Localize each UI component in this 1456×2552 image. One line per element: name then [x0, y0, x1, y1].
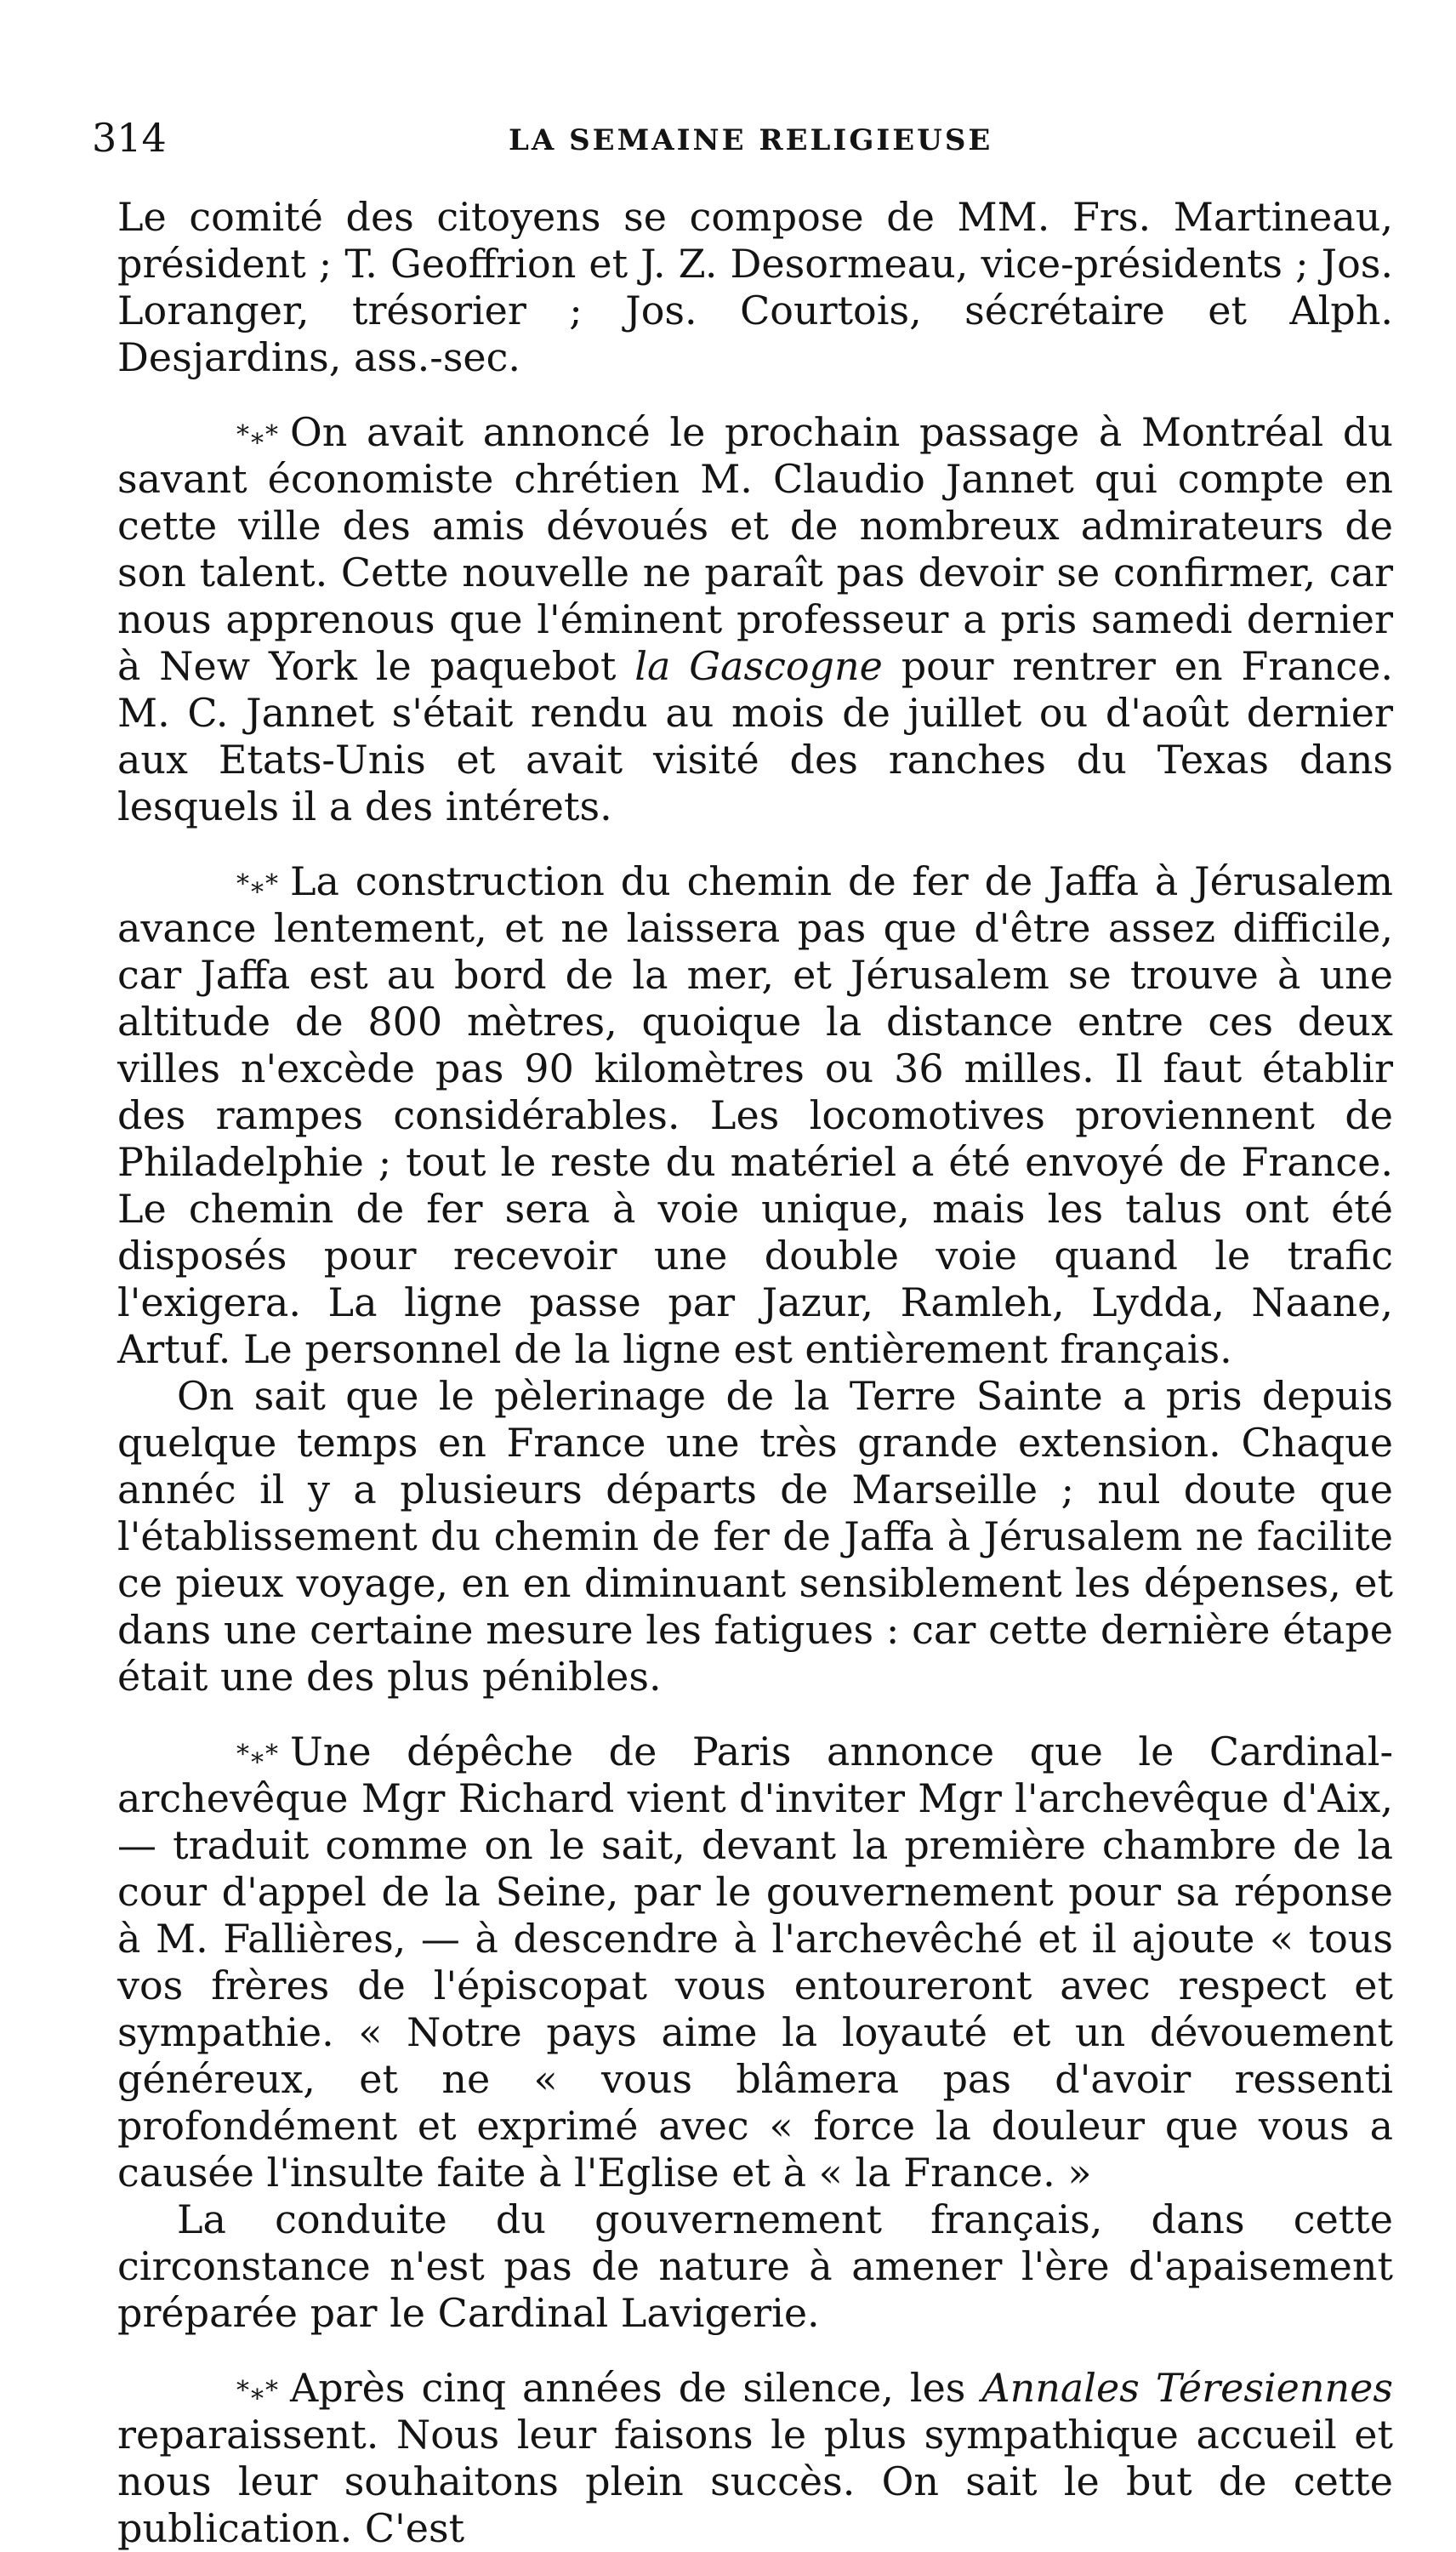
- asterism-icon: *⁎*: [236, 1740, 280, 1769]
- paragraph-government: [117, 2196, 1393, 2337]
- paragraph-text: On avait annoncé le prochain passage à Montréal du savant économiste chrétien M. Claudio Jannet qui compte en cette ville des amis dévoués et de nombreux admirateurs de son talent. Cette nouvelle ne paraît pas devoir se confirmer, car nous apprenous que l'éminent professeur a pris samedi dernier à New York le paquebot: [117, 409, 1393, 689]
- paragraph-pilgrimage: [117, 1373, 1393, 1700]
- asterism-icon: *⁎*: [236, 420, 280, 450]
- page-number: 314: [92, 115, 167, 161]
- paragraph-text: Une dépêche de Paris annonce que le Cardinal-archevêque Mgr Richard vient d'inviter Mgr l'archevêque d'Aix,— traduit comme on le sait, devant la première chambre de la cour d'appel de la Seine, par le gouvernement pour sa réponse à M. Fallières, — à descendre à l'archevêché et il ajoute « tous vos frères de l'épiscopat vous entoureront avec respect et sympathie. « Notre pays aime la loyauté et un dévouement généreux, et ne « vous blâmera pas d'avoir ressenti profondément et exprimé avec « force la douleur que vous a causée l'insulte faite à l'Eglise et à « la France. »: [117, 1729, 1393, 2196]
- paragraph-text: Le comité des citoyens se compose de MM. Frs. Martineau, président ; T. Geoffrion et J. Z. Desormeau, vice-présidents ; Jos. Loranger, trésorier ; Jos. Courtois, sécrétaire et Alph. Desjardins, ass.-sec.: [117, 194, 1393, 380]
- running-head: [92, 112, 1385, 163]
- paragraph-jannet: [117, 409, 1393, 830]
- paragraph-text: La construction du chemin de fer de Jaffa à Jérusalem avance lentement, et ne laissera pas que d'être assez difficile, car Jaffa est au bord de la mer, et Jérusalem se trouve à une altitude de 800 mètres, quoique la distance entre ces deux villes n'excède pas 90 kilomètres ou 36 milles. Il faut établir des rampes considérables. Les locomotives proviennent de Philadelphie ; tout le reste du matériel a été envoyé de France. Le chemin de fer sera à voie unique, mais les talus ont été disposés pour recevoir une double voie quand le trafic l'exigera. La ligne passe par Jazur, Ramleh, Lydda, Naane, Artuf. Le personnel de la ligne est entièrement français.: [117, 858, 1393, 1372]
- paragraph-text: reparaissent. Nous leur faisons le plus sympathique accueil et nous leur souhaitons plein succès. On sait le but de cette publication. C'est: [117, 2412, 1393, 2551]
- body-text: [117, 194, 1393, 2552]
- asterism-icon: *⁎*: [236, 869, 280, 899]
- paragraph-annales: [117, 2365, 1393, 2552]
- ship-name: la Gascogne: [634, 643, 883, 689]
- publication-title: Annales Téresiennes: [981, 2365, 1393, 2411]
- paragraph-text: On sait que le pèlerinage de la Terre Sainte a pris depuis quelque temps en France une très grande extension. Chaque annéc il y a plusieurs départs de Marseille ; nul doute que l'établissement du chemin de fer de Jaffa à Jérusalem ne facilite ce pieux voyage, en en diminuant sensiblement les dépenses, et dans une certaine mesure les fatigues : car cette dernière étape était une des plus pénibles.: [117, 1373, 1393, 1700]
- paragraph-text: La conduite du gouvernement français, dans cette circonstance n'est pas de nature à amener l'ère d'apaisement préparée par le Cardinal Lavigerie.: [117, 2196, 1393, 2336]
- running-title: LA SEMAINE RELIGIEUSE: [509, 123, 993, 157]
- paragraph-dispatch: [117, 1729, 1393, 2196]
- paragraph-text: Après cinq années de silence, les: [290, 2365, 982, 2411]
- paragraph-text: pour rentrer en France. M. C. Jannet s'était rendu au mois de juillet ou d'août dernier aux Etats-Unis et avait visité des ranches du Texas dans lesquels il a des intérets.: [117, 643, 1393, 829]
- paragraph-committee: [117, 194, 1393, 381]
- paragraph-railway: [117, 858, 1393, 1373]
- asterism-icon: *⁎*: [236, 2376, 280, 2406]
